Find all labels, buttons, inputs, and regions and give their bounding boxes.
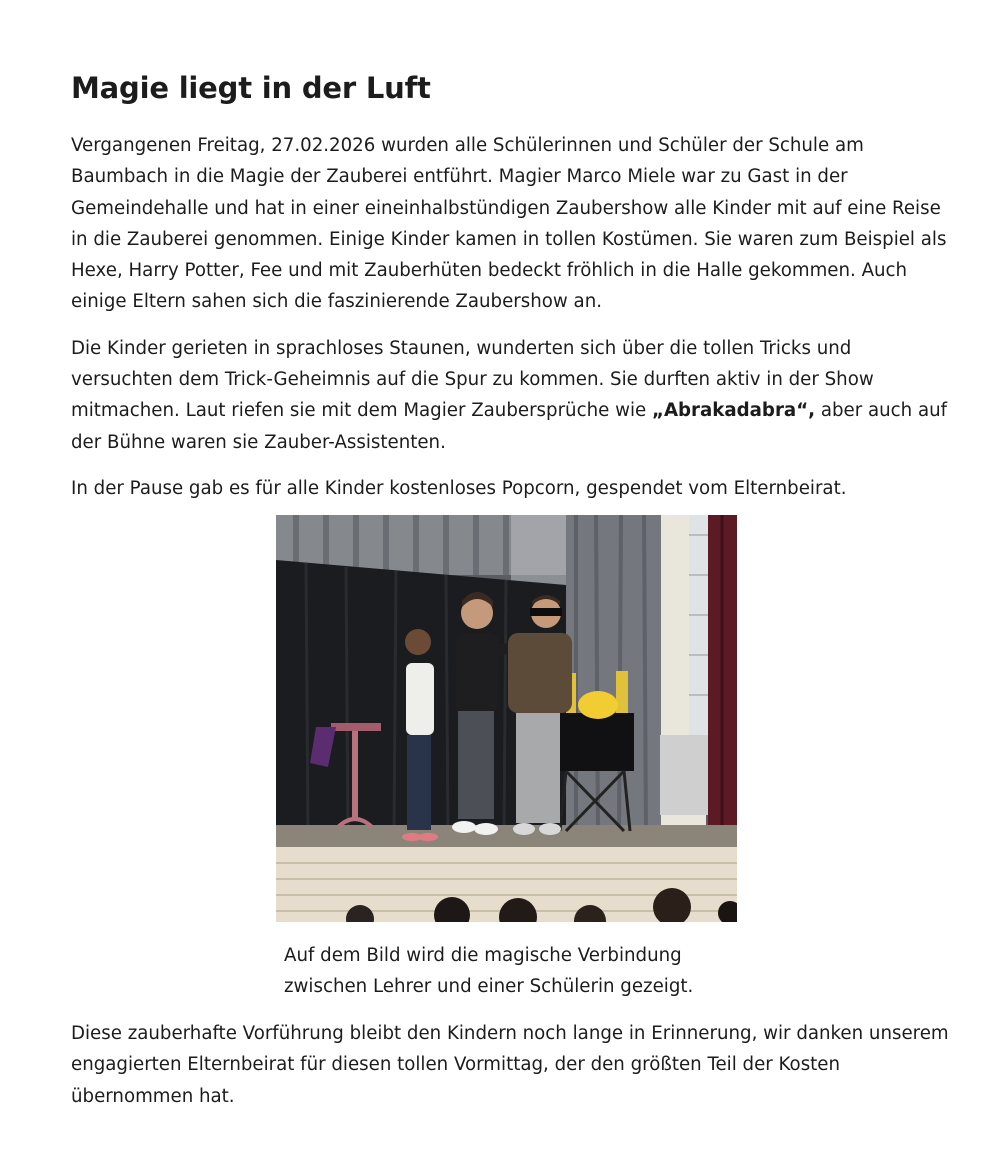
paragraph-intro: Vergangenen Freitag, 27.02.2026 wurden alle Schülerinnen und Schüler der Schule am Baumbach in die Magie der Zauberei entführt. Magier Marco Miele war zu Gast in der Gemeindehalle und hat in einer eineinhalbstündigen Zaubershow alle Kinder mit auf eine Reise in die Zauberei genommen. Einige Kinder kamen in tollen Kostümen. Sie waren zum Beispiel als Hexe, Harry Potter, Fee und mit Zauberhüten bedeckt fröhlich in die Halle gekommen. Auch einige Eltern sahen sich die faszinierende Zaubershow an. xyxy=(71,135,947,313)
paragraph-show-text-end: aber auch auf der Bühne waren sie Zauber-Assistenten. xyxy=(71,400,948,453)
stage-photo-illustration xyxy=(276,515,737,922)
caption-line-2: zwischen Lehrer und einer Schülerin gezeigt. xyxy=(284,976,694,997)
article-title: Magie liegt in der Luft xyxy=(71,71,431,105)
magic-word: „Abrakadabra“, xyxy=(651,400,816,422)
caption-line-1: Auf dem Bild wird die magische Verbindung xyxy=(284,945,682,966)
paragraph-show xyxy=(71,333,951,458)
paragraph-closing: Diese zauberhafte Vorführung bleibt den Kindern noch lange in Erinnerung, wir danken unserem engagierten Elternbeirat für diesen tollen Vormittag, der den größten Teil der Kosten übernommen hat. xyxy=(71,1023,949,1107)
paragraph-show-text: Die Kinder gerieten in sprachloses Staunen, wunderten sich über die tollen Tricks und versuchten dem Trick-Geheimnis auf die Spur zu kommen. Sie durften aktiv in der Show mitmachen. Laut riefen sie mit dem Magier Zaubersprüche wie xyxy=(71,337,874,422)
paragraph-popcorn: In der Pause gab es für alle Kinder kostenloses Popcorn, gespendet vom Elternbeirat. xyxy=(71,477,847,499)
stage-photo xyxy=(276,515,737,922)
article-body xyxy=(71,68,951,519)
photo-caption xyxy=(284,940,754,1002)
